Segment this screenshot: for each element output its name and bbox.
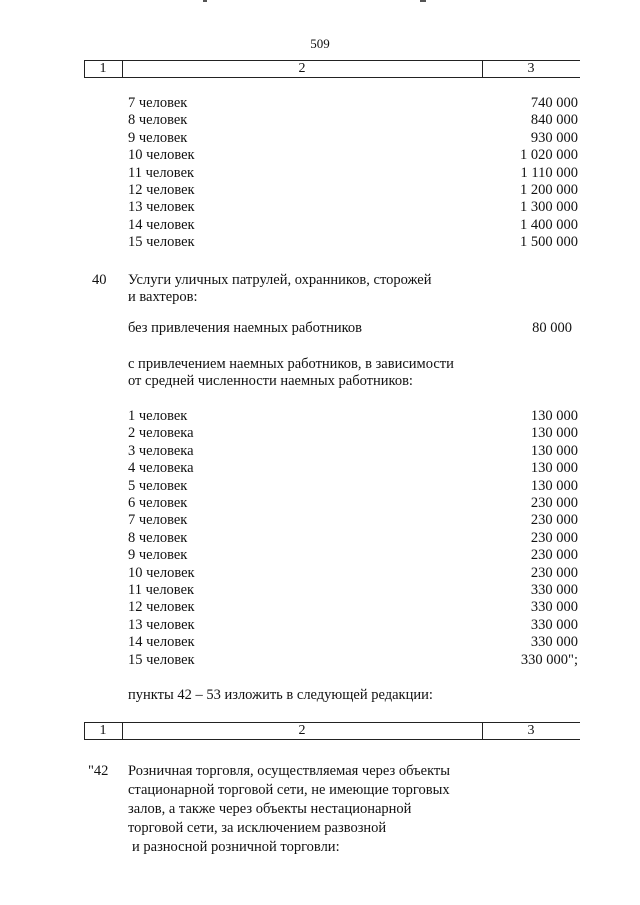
item-40-number: 40: [92, 272, 107, 288]
scan-edge-mark: [420, 0, 426, 2]
with-hired-line2: от средней численности наемных работников:: [128, 373, 413, 389]
block-a-row-value: 1 500 000: [520, 234, 578, 251]
block-b-row-label: 10 человек: [128, 564, 195, 581]
block-a-row-label: 11 человек: [128, 164, 195, 181]
block-a-row-value: 840 000: [530, 112, 578, 129]
header-col-3: 3: [527, 61, 535, 76]
block-b-row-label: 8 человек: [128, 529, 188, 546]
block-b-row-label: 15 человек: [128, 651, 195, 668]
block-a-row-value: 930 000: [530, 129, 578, 146]
item-42-line: стационарной торговой сети, не имеющие торговых: [128, 782, 450, 798]
block-a-row-label: 15 человек: [128, 234, 195, 251]
block-b-row-value: 130 000: [530, 408, 578, 424]
block-b-row-label: 9 человек: [128, 547, 188, 564]
item-42-line: и разносной розничной торговли:: [132, 839, 340, 855]
block-b-row-value: 330 000";: [520, 651, 578, 668]
block-b-row-value: 230 000: [530, 529, 578, 546]
block-b-row-value: 130 000: [530, 460, 578, 477]
block-b-row-label: 14 человек: [128, 634, 195, 651]
block-a-row-label: 14 человек: [128, 216, 195, 233]
block-b-row-value: 330 000: [530, 634, 578, 651]
item-42-line: торговой сети, за исключением развозной: [128, 820, 387, 836]
block-b-row-value: 230 000: [530, 547, 578, 564]
block-b-row-value: 330 000: [530, 616, 578, 633]
scan-edge-mark: [203, 0, 207, 2]
header-col-1: 1: [99, 61, 107, 76]
block-a-row-label: 12 человек: [128, 182, 195, 198]
block-b-row-label: 3 человека: [128, 442, 194, 459]
block-b-row-label: 4 человека: [128, 460, 194, 477]
item-40-title-line1: Услуги уличных патрулей, охранников, сторожей: [128, 272, 432, 288]
block-b-row-value: 230 000: [530, 564, 578, 581]
item-42-number: "42: [88, 763, 109, 779]
item-40-title-line2: и вахтеров:: [128, 289, 198, 305]
block-a-row-value: 1 110 000: [520, 164, 578, 181]
block-b-row-label: 12 человек: [128, 599, 195, 616]
item-42-line: залов, а также через объекты нестационарной: [128, 801, 412, 817]
block-b-row-value: 330 000: [530, 582, 578, 598]
table-header-bottom: [84, 722, 580, 740]
block-a-row-value: 1 200 000: [520, 182, 578, 198]
block-b-row-label: 13 человек: [128, 616, 195, 633]
block-b-row-label: 11 человек: [128, 582, 195, 598]
block-b-row-label: 2 человека: [128, 425, 194, 442]
block-a-row-label: 13 человек: [128, 199, 195, 216]
block-b-row-label: 1 человек: [128, 408, 188, 424]
header-col-3: 3: [527, 723, 535, 738]
block-a-row-value: 1 020 000: [520, 147, 578, 164]
block-a-row-label: 7 человек: [128, 95, 188, 111]
table-header-top: [84, 60, 580, 78]
amendment-note: пункты 42 – 53 изложить в следующей редакции:: [128, 687, 433, 703]
block-a-row-label: 9 человек: [128, 129, 188, 146]
page-number: 509: [310, 36, 330, 51]
block-b-row-value: 130 000: [530, 442, 578, 459]
block-a-row-value: 1 300 000: [520, 199, 578, 216]
block-b-row-label: 7 человек: [128, 512, 188, 529]
header-col-2: 2: [298, 61, 306, 76]
block-b-row-label: 6 человек: [128, 495, 188, 511]
block-b-row-value: 330 000: [530, 599, 578, 616]
block-b-row-value: 130 000: [530, 477, 578, 494]
block-a-row-label: 8 человек: [128, 112, 188, 129]
header-col-1: 1: [99, 723, 107, 738]
block-b-row-label: 5 человек: [128, 477, 188, 494]
without-hired-label: без привлечения наемных работников: [128, 320, 362, 336]
header-col-2: 2: [298, 723, 306, 738]
item-42-line: Розничная торговля, осуществляемая через объекты: [128, 763, 450, 779]
without-hired-value: 80 000: [532, 320, 572, 336]
block-a-row-value: 1 400 000: [520, 216, 578, 233]
with-hired-line1: с привлечением наемных работников, в зависимости: [128, 356, 454, 372]
block-a-row-label: 10 человек: [128, 147, 195, 164]
block-b-row-value: 230 000: [530, 495, 578, 511]
block-b-row-value: 130 000: [530, 425, 578, 442]
block-b-row-value: 230 000: [530, 512, 578, 529]
block-a-row-value: 740 000: [530, 95, 578, 111]
